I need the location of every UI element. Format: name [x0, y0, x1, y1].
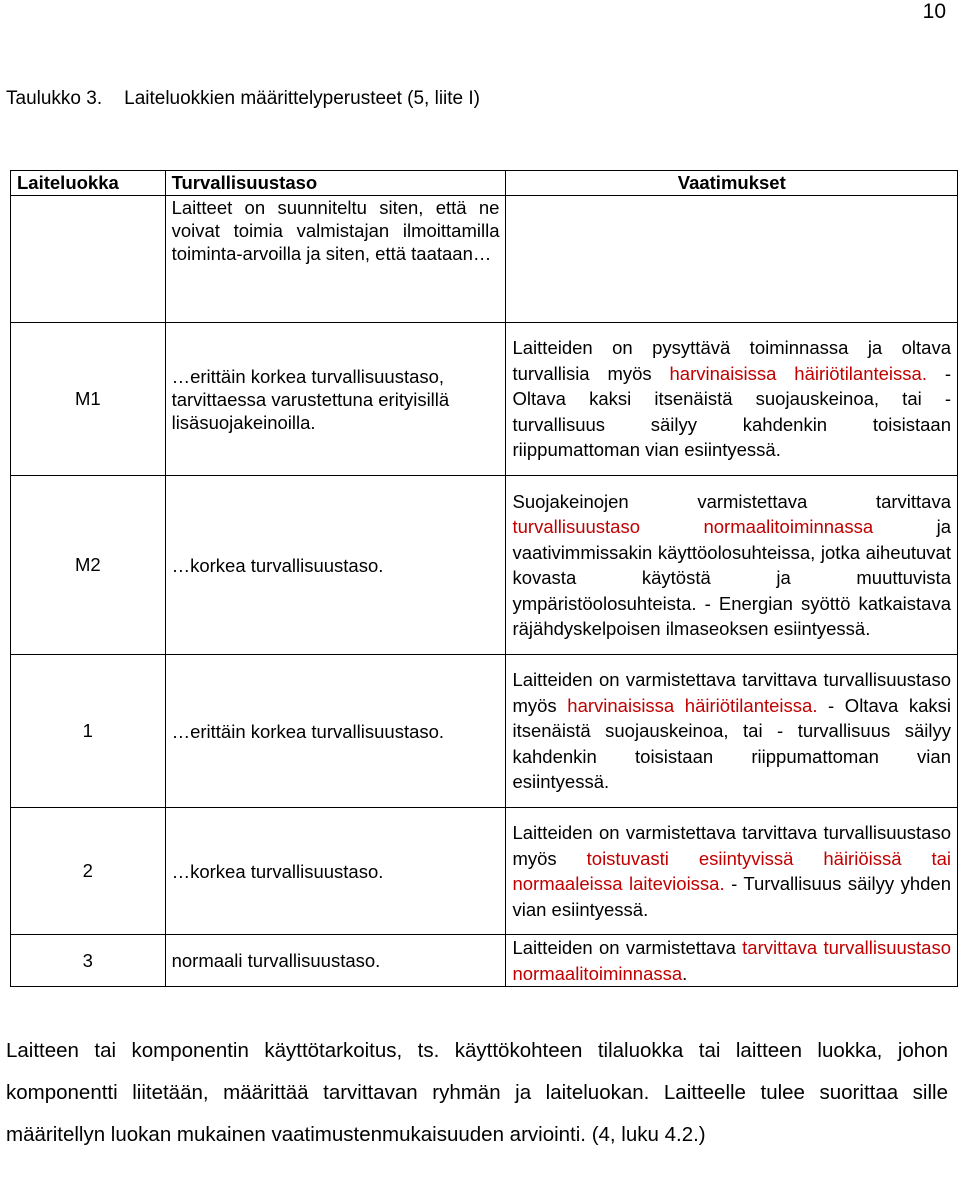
- requirements-cell: Suojakeinojen varmistettava tarvittava turvallisuustaso normaalitoiminnassa ja vaativimmissakin käyttöolosuhteissa, jotka aiheutuvat kovasta käytöstä ja muuttuvista ympäristöolosuhteista. - Energian syöttö katkaistava räjähdyskelpoisen ilmaseoksen esiintyessä.: [506, 476, 958, 655]
- caption-title: Laiteluokkien määrittelyperusteet (5, liite I): [124, 88, 481, 109]
- intro-text: Laitteet on suunniteltu siten, että ne voivat toimia valmistajan ilmoittamilla toiminta-arvoilla ja siten, että taataan…: [165, 196, 506, 323]
- table-row: [11, 655, 958, 808]
- requirements-cell: Laitteiden on varmistettava tarvittava turvallisuustaso myös toistuvasti esiintyvissä häiriöissä tai normaaleissa laitevioissa. - Turvallisuus säilyy yhden vian esiintyessä.: [506, 808, 958, 935]
- table-row: [11, 935, 958, 987]
- level-cell: …korkea turvallisuustaso.: [165, 808, 506, 935]
- class-cell: M2: [11, 476, 166, 655]
- requirements-cell: Laitteiden on varmistettava tarvittava turvallisuustaso myös harvinaisissa häiriötilanteissa. - Oltava kaksi itsenäistä suojauskeinoa, tai - turvallisuus säilyy kahdenkin toisistaan riippumattoman vian esiintyessä.: [506, 655, 958, 808]
- class-cell: 2: [11, 808, 166, 935]
- table-row: [11, 476, 958, 655]
- table-row: [11, 808, 958, 935]
- page-number: 10: [922, 0, 946, 23]
- table-caption: [6, 88, 480, 110]
- level-cell: …erittäin korkea turvallisuustaso.: [165, 655, 506, 808]
- header-level: Turvallisuustaso: [165, 171, 506, 196]
- table-header-row: [11, 171, 958, 196]
- requirements-cell: Laitteiden on pysyttävä toiminnassa ja oltava turvallisia myös harvinaisissa häiriötilanteissa. - Oltava kaksi itsenäistä suojauskeinoa, tai - turvallisuus säilyy kahdenkin toisistaan riippumattoman vian esiintyessä.: [506, 323, 958, 476]
- requirements-cell: Laitteiden on varmistettava tarvittava turvallisuustaso normaalitoiminnassa.: [506, 935, 958, 987]
- class-cell: 1: [11, 655, 166, 808]
- class-cell: M1: [11, 323, 166, 476]
- header-class: Laiteluokka: [11, 171, 166, 196]
- level-cell: normaali turvallisuustaso.: [165, 935, 506, 987]
- level-cell: …korkea turvallisuustaso.: [165, 476, 506, 655]
- table-row: [11, 323, 958, 476]
- level-cell: …erittäin korkea turvallisuustaso, tarvittaessa varustettuna erityisillä lisäsuojakeinoilla.: [165, 323, 506, 476]
- body-paragraph: Laitteen tai komponentin käyttötarkoitus, ts. käyttökohteen tilaluokka tai laitteen luokka, johon komponentti liitetään, määrittää tarvittavan ryhmän ja laiteluokan. Laitteelle tulee suorittaa sille määritellyn luokan mukainen vaatimustenmukaisuuden arviointi. (4, luku 4.2.): [6, 1039, 948, 1146]
- header-requirements: Vaatimukset: [506, 171, 958, 196]
- device-class-table: [10, 170, 958, 987]
- caption-label: Taulukko 3.: [6, 88, 103, 109]
- intro-row: [11, 196, 958, 323]
- class-cell: 3: [11, 935, 166, 987]
